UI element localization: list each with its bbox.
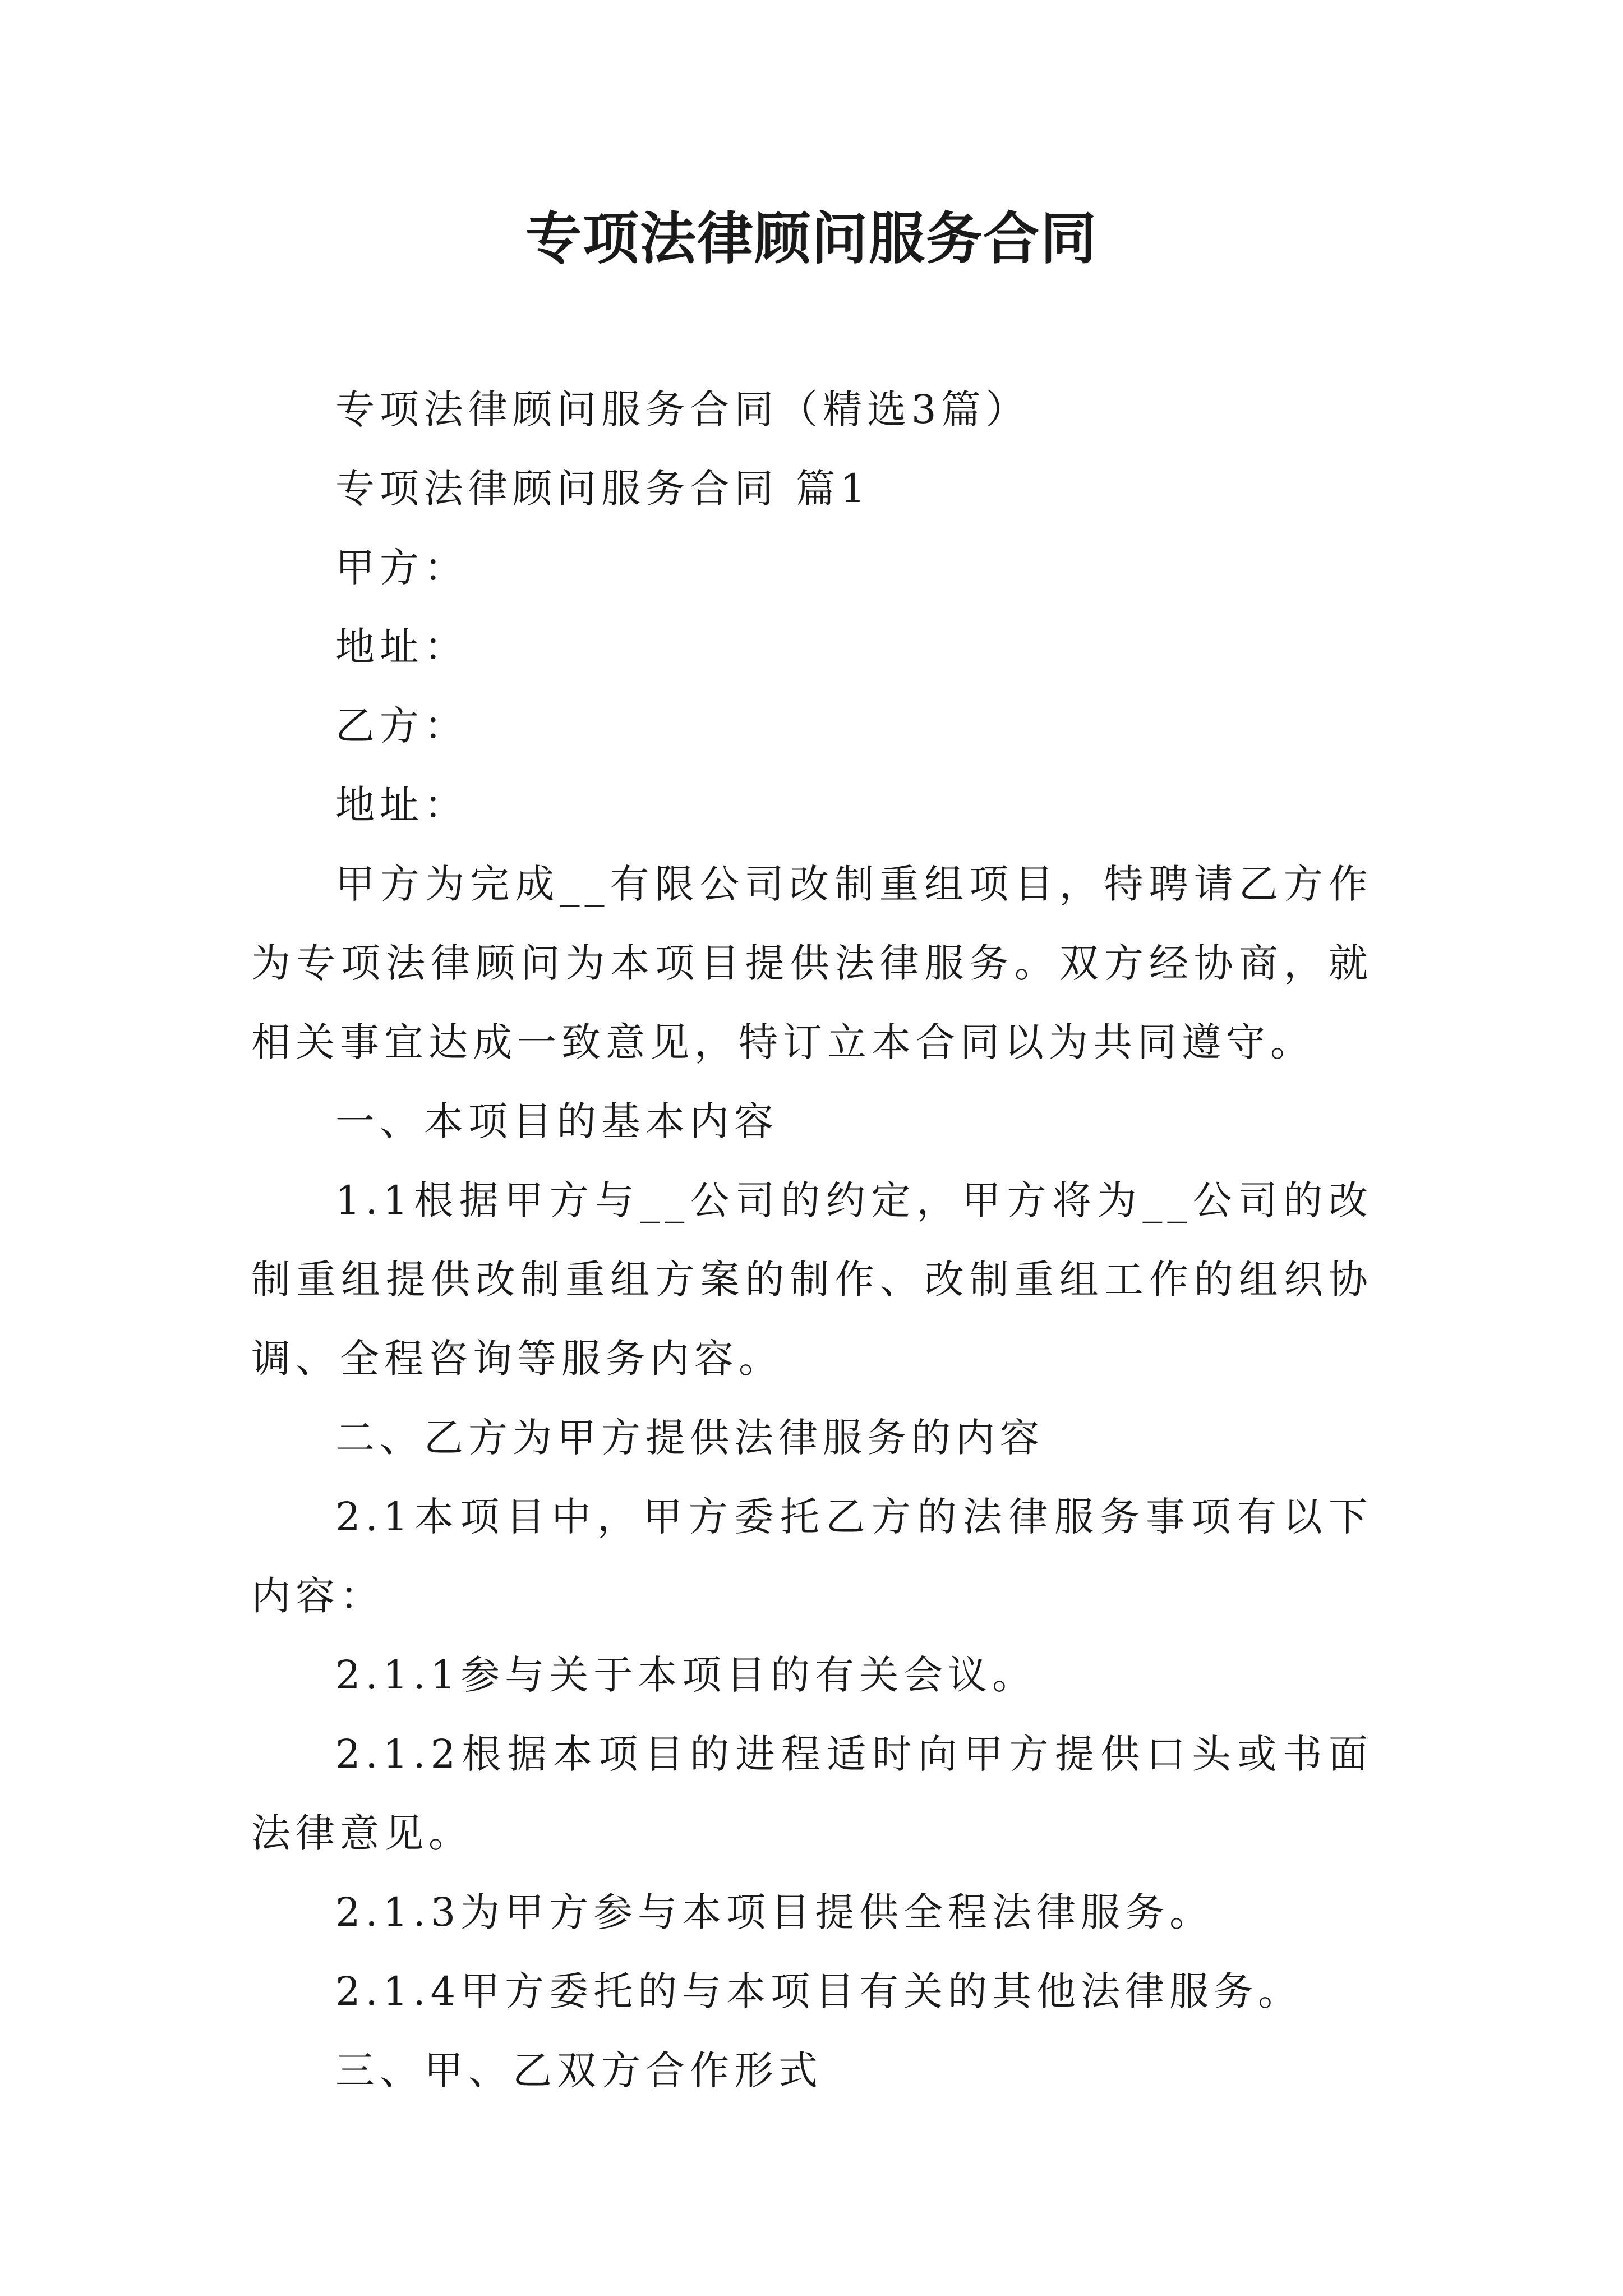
party-a-address-label: 地址：	[335, 624, 468, 670]
paragraph-preamble: 甲方为完成__有限公司改制重组项目，特聘请乙方作为专项法律顾问为本项目提供法律服务。双方经协商，就相关事宜达成一致意见，特订立本合同以为共同遵守。	[251, 861, 1373, 1065]
party-b-address-label: 地址：	[335, 782, 468, 828]
section-heading-3: 三、甲、乙双方合作形式	[335, 2047, 823, 2093]
document-body	[251, 370, 1373, 2110]
clause-1-1: 1.1根据甲方与__公司的约定，甲方将为__公司的改制重组提供改制重组方案的制作、改制重组工作的组织协调、全程咨询等服务内容。	[251, 1177, 1373, 1382]
party-b-label: 乙方：	[335, 703, 468, 749]
paragraph-collection-heading: 专项法律顾问服务合同（精选3篇）	[335, 386, 1030, 432]
clause-2-1-2: 2.1.2根据本项目的进程适时向甲方提供口头或书面法律意见。	[251, 1731, 1373, 1856]
clause-2-1-4: 2.1.4甲方委托的与本项目有关的其他法律服务。	[335, 1968, 1303, 2014]
paragraph-part-heading: 专项法律顾问服务合同 篇1	[335, 466, 870, 512]
party-a-label: 甲方：	[335, 545, 468, 591]
clause-2-1-1: 2.1.1参与关于本项目的有关会议。	[335, 1652, 1037, 1698]
section-heading-1: 一、本项目的基本内容	[335, 1098, 778, 1144]
document-title: 专项法律顾问服务合同	[525, 205, 1098, 272]
section-heading-2: 二、乙方为甲方提供法律服务的内容	[335, 1415, 1044, 1461]
clause-2-1: 2.1本项目中，甲方委托乙方的法律服务事项有以下内容：	[251, 1494, 1373, 1619]
clause-2-1-3: 2.1.3为甲方参与本项目提供全程法律服务。	[335, 1889, 1214, 1935]
